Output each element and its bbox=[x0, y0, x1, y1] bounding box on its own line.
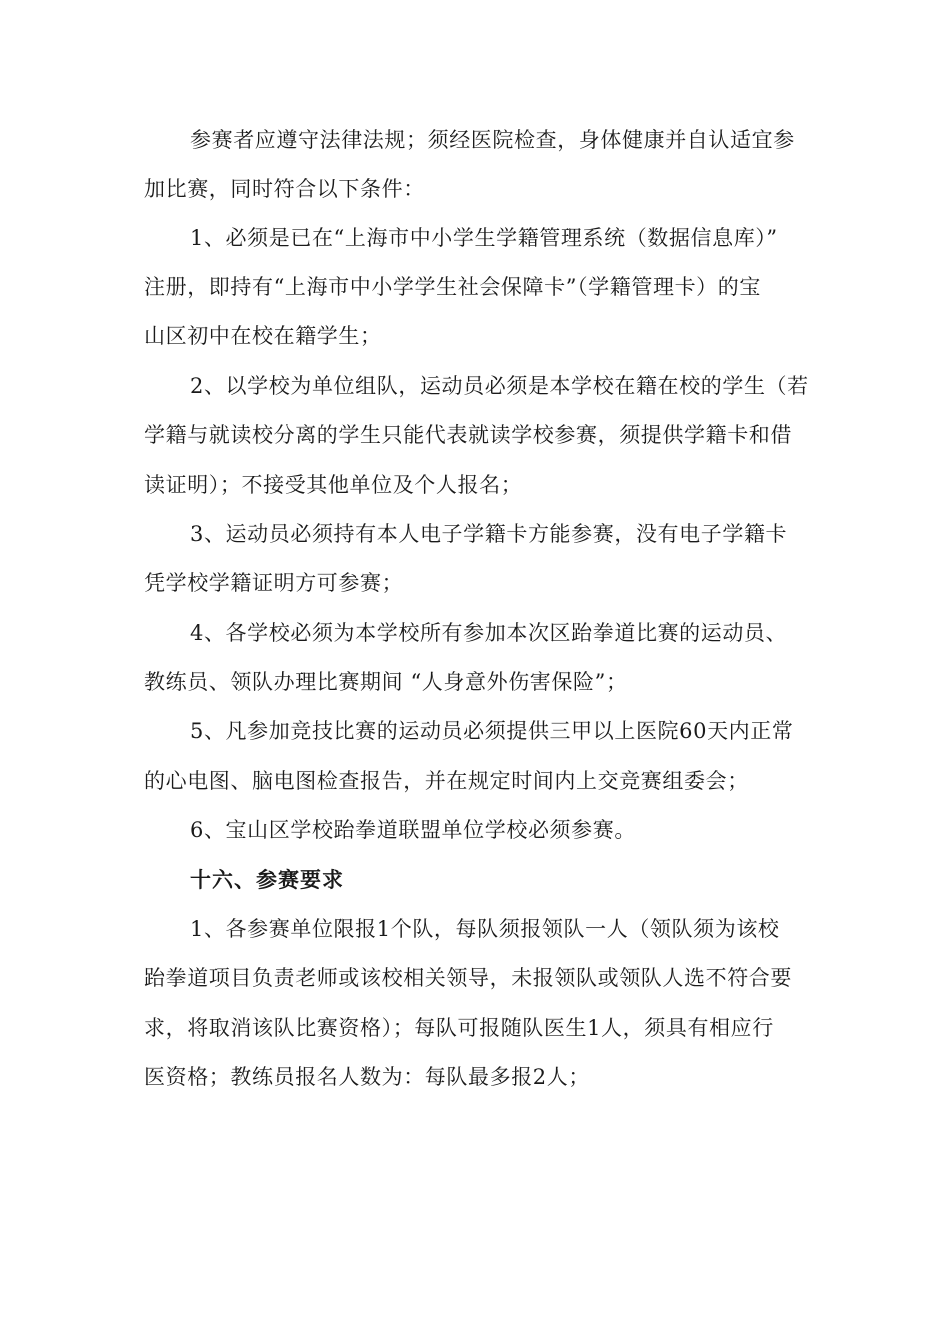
paragraph-line: 教练员、领队办理比赛期间 “人身意外伤害保险”； bbox=[144, 670, 628, 694]
paragraph-line: 加比赛，同时符合以下条件： bbox=[144, 177, 425, 201]
paragraph-line: 3、运动员必须持有本人电子学籍卡方能参赛，没有电子学籍卡 bbox=[190, 522, 788, 546]
paragraph-line: 学籍与就读校分离的学生只能代表就读学校参赛，须提供学籍卡和借 bbox=[144, 423, 792, 447]
paragraph-line: 医资格；教练员报名人数为：每队最多报2人； bbox=[144, 1065, 590, 1089]
paragraph-line: 6、宝山区学校跆拳道联盟单位学校必须参赛。 bbox=[190, 818, 636, 842]
paragraph-line: 求，将取消该队比赛资格）；每队可报随队医生1人，须具有相应行 bbox=[144, 1016, 774, 1040]
paragraph-line: 凭学校学籍证明方可参赛； bbox=[144, 571, 404, 595]
paragraph-line: 4、各学校必须为本学校所有参加本次区跆拳道比赛的运动员、 bbox=[190, 621, 788, 645]
paragraph-line: 的心电图、脑电图检查报告，并在规定时间内上交竞赛组委会； bbox=[144, 769, 749, 793]
paragraph-line: 读证明）；不接受其他单位及个人报名； bbox=[144, 473, 523, 497]
paragraph-line: 5、凡参加竞技比赛的运动员必须提供三甲以上医院60天内正常 bbox=[190, 719, 794, 743]
section-heading: 十六、参赛要求 bbox=[190, 868, 344, 892]
paragraph-line: 注册，即持有“上海市中小学学生社会保障卡”（学籍管理卡）的宝 bbox=[144, 275, 761, 299]
paragraph-line: 1、必须是已在“上海市中小学生学籍管理系统（数据信息库）” bbox=[190, 226, 778, 250]
paragraph-line: 2、以学校为单位组队，运动员必须是本学校在籍在校的学生（若 bbox=[190, 374, 809, 398]
paragraph-line: 1、各参赛单位限报1个队，每队须报领队一人（领队须为该校 bbox=[190, 917, 780, 941]
paragraph-line: 跆拳道项目负责老师或该校相关领导，未报领队或领队人选不符合要 bbox=[144, 966, 792, 990]
paragraph-line: 山区初中在校在籍学生； bbox=[144, 324, 382, 348]
paragraph-line: 参赛者应遵守法律法规；须经医院检查，身体健康并自认适宜参 bbox=[190, 128, 795, 152]
